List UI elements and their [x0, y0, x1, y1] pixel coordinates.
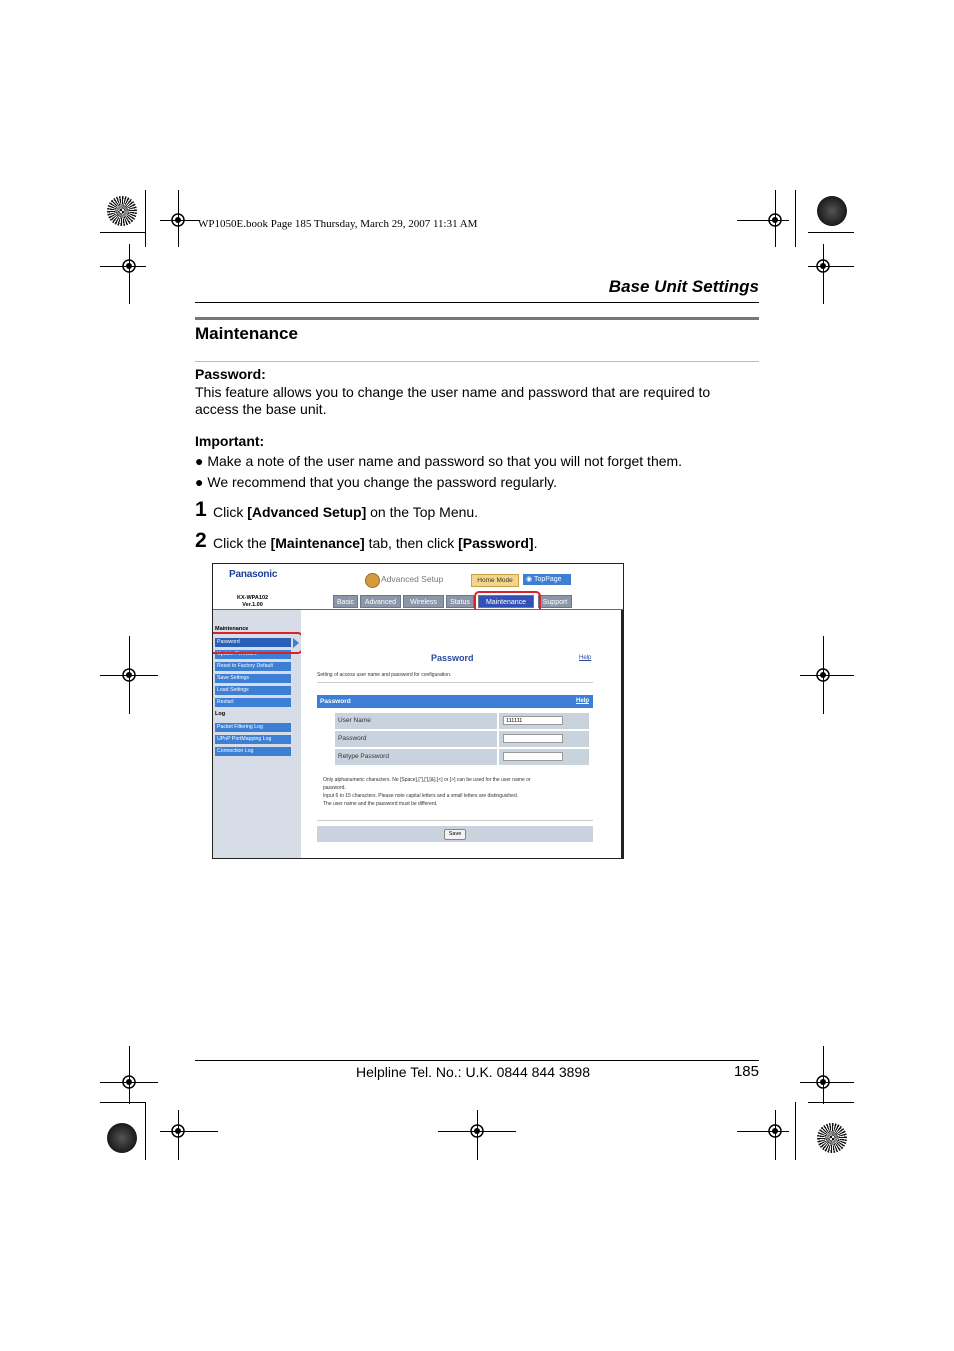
crosshair-icon: [118, 1071, 140, 1093]
step-number: 2: [195, 529, 207, 552]
tab-maintenance[interactable]: Maintenance: [478, 595, 534, 608]
registration-rosette-icon: [817, 196, 847, 226]
page-description: Setting of access user name and password for configuration.: [317, 672, 452, 678]
page-title: Password: [431, 653, 474, 663]
field-label: Retype Password: [335, 749, 497, 765]
input-rules-note: Only alphanumeric characters. No [Space],["],['],[&],[<] or [>] can be used for the user name or password. Input 6 to 15 characters. Please note capital letters and a small letters are distinguished. The user name and the password must be different.: [323, 777, 531, 807]
subheading-rule: [195, 361, 759, 362]
tab-support[interactable]: Support: [538, 595, 572, 608]
crosshair-icon: [812, 255, 834, 277]
important-label: Important:: [195, 433, 265, 449]
crosshair-icon: [118, 664, 140, 686]
field-label: Password: [335, 731, 497, 747]
user-name-input[interactable]: 111111: [503, 716, 563, 725]
sidebar-item-packet-filtering-log[interactable]: Packet Filtering Log: [215, 723, 291, 732]
table-row: [335, 731, 589, 747]
sidebar-category-maintenance: Maintenance: [215, 626, 249, 632]
tab-advanced[interactable]: Advanced: [360, 595, 401, 608]
header-rule: [195, 302, 759, 303]
password-item-highlight: [212, 632, 303, 654]
crosshair-icon: [167, 1120, 189, 1142]
step-text: Click the [Maintenance] tab, then click [Password].: [213, 535, 538, 551]
bullet-item: ● Make a note of the user name and password so that you will not forget them.: [195, 453, 683, 469]
crosshair-icon: [812, 1071, 834, 1093]
brand-logo: Panasonic: [229, 569, 278, 580]
sidebar-item-upnp-portmapping-log[interactable]: UPnP PortMapping Log: [215, 735, 291, 744]
page-number: 185: [733, 1063, 759, 1080]
help-link[interactable]: Help: [579, 655, 592, 661]
crosshair-icon: [118, 255, 140, 277]
heading-rule: [195, 317, 759, 320]
footer-rule: [195, 1060, 759, 1061]
sidebar-item-connection-log[interactable]: Connection Log: [215, 747, 291, 756]
sidebar-item-save-settings[interactable]: Save Settings: [215, 674, 291, 683]
sidebar-item-load-settings[interactable]: Load Settings: [215, 686, 291, 695]
home-mode-button[interactable]: Home Mode: [471, 574, 519, 587]
password-label: Password:: [195, 366, 266, 382]
main-content: [301, 610, 623, 858]
wrench-icon: [365, 573, 380, 588]
bullet-icon: ●: [195, 474, 204, 490]
password-body-line1: This feature allows you to change the user name and password that are required to: [195, 384, 711, 400]
bullet-icon: ●: [195, 453, 204, 469]
tab-basic[interactable]: Basic: [333, 595, 358, 608]
advanced-setup-title: Advanced Setup: [381, 574, 444, 584]
table-row: [335, 749, 589, 765]
registration-rosette-icon: [817, 1123, 847, 1153]
sidebar-item-update-firmware[interactable]: Update Firmware: [215, 650, 291, 659]
password-body-line2: access the base unit.: [195, 401, 327, 417]
password-table-header: Password Help: [317, 695, 593, 708]
table-help-link[interactable]: Help: [575, 698, 589, 704]
sidebar-item-reset-factory-default[interactable]: Reset to Factory Default: [215, 662, 291, 671]
password-input[interactable]: [503, 734, 563, 743]
save-button[interactable]: Save: [444, 829, 466, 840]
tab-wireless[interactable]: Wireless: [403, 595, 444, 608]
section-title: Base Unit Settings: [608, 277, 759, 296]
crosshair-icon: [812, 664, 834, 686]
field-label: User Name: [335, 713, 497, 729]
tab-status[interactable]: Status: [446, 595, 474, 608]
retype-password-input[interactable]: [503, 752, 563, 761]
top-page-button[interactable]: ◉ TopPage: [523, 574, 571, 585]
helpline: Helpline Tel. No.: U.K. 0844 844 3898: [356, 1064, 591, 1080]
crosshair-icon: [167, 209, 189, 231]
table-row: [335, 713, 589, 729]
step-text: Click [Advanced Setup] on the Top Menu.: [213, 504, 479, 520]
bullet-item: ● We recommend that you change the password regularly.: [195, 474, 558, 490]
sidebar-category-log: Log: [215, 711, 226, 717]
page-heading: Maintenance: [195, 324, 298, 343]
step-number: 1: [195, 498, 207, 521]
registration-rosette-icon: [107, 1123, 137, 1153]
registration-rosette-icon: [107, 196, 137, 226]
home-icon: ◉: [526, 576, 533, 583]
web-ui-screenshot: [212, 563, 624, 859]
sidebar-item-restart[interactable]: Restart: [215, 698, 291, 707]
model-info: KX-WPA102 Ver.1.00: [237, 595, 269, 608]
book-info-line: WP1050E.book Page 185 Thursday, March 29, 2007 11:31 AM: [198, 218, 478, 230]
crosshair-icon: [764, 209, 786, 231]
crosshair-icon: [764, 1120, 786, 1142]
sidebar-item-password[interactable]: Password: [215, 638, 291, 647]
crosshair-icon: [466, 1120, 488, 1142]
